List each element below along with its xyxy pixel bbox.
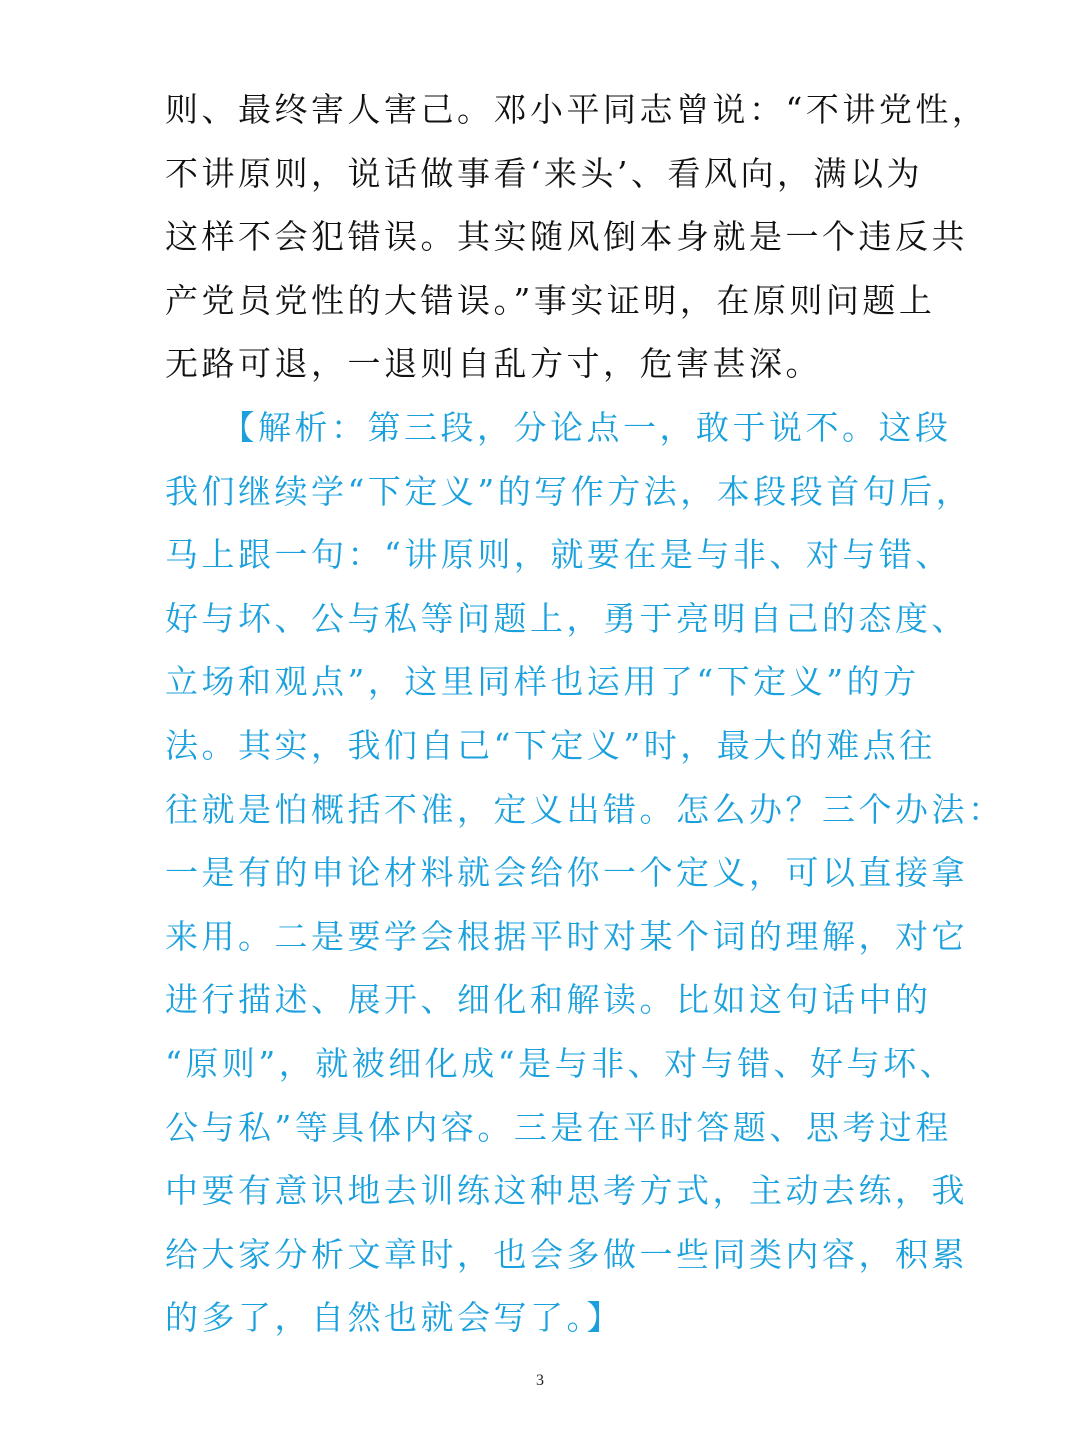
analysis-line: 好与坏、公与私等问题上，勇于亮明自己的态度、 (165, 598, 968, 638)
analysis-line: 往就是怕概括不准，定义出错。怎么办？三个办法： (165, 789, 1005, 829)
body-line: 产党员党性的大错误。”事实证明，在原则问题上 (165, 280, 936, 320)
analysis-line: 一是有的申论材料就会给你一个定义，可以直接拿 (165, 853, 968, 893)
analysis-line: 立场和观点”，这里同样也运用了“下定义”的方 (165, 662, 920, 702)
body-line: 则、最终害人害己。邓小平同志曾说：“不讲党性， (165, 90, 989, 129)
analysis-line: 我们继续学“下定义”的写作方法，本段段首句后， (165, 471, 973, 511)
analysis-line: 中要有意识地去训练这种思考方式，主动去练，我 (165, 1171, 968, 1211)
analysis-line: 来用。二是要学会根据平时对某个词的理解，对它 (165, 916, 968, 956)
body-line: 这样不会犯错误。其实随风倒本身就是一个违反共 (165, 217, 968, 257)
analysis-line: 进行描述、展开、细化和解读。比如这句话中的 (165, 980, 932, 1020)
analysis-line: 法。其实，我们自己“下定义”时，最大的难点往 (165, 725, 936, 765)
analysis-line: 的多了，自然也就会写了。】 (165, 1298, 623, 1338)
body-line: 不讲原则，说话做事看‘来头’、看风向，满以为 (165, 153, 923, 193)
analysis-line: 马上跟一句：“讲原则，就要在是与非、对与错、 (165, 535, 952, 575)
page-number: 3 (536, 1372, 544, 1389)
analysis-line: 给大家分析文章时，也会多做一些同类内容，积累 (165, 1234, 968, 1274)
text-block (165, 78, 1005, 1350)
analysis-line: 公与私”等具体内容。三是在平时答题、思考过程 (165, 1107, 952, 1147)
analysis-line: 【解析：第三段，分论点一，敢于说不。这段 (165, 407, 952, 447)
analysis-line: “原则”，就被细化成“是与非、对与错、好与坏、 (165, 1043, 957, 1083)
body-line: 无路可退，一退则自乱方寸，危害甚深。 (165, 344, 822, 384)
